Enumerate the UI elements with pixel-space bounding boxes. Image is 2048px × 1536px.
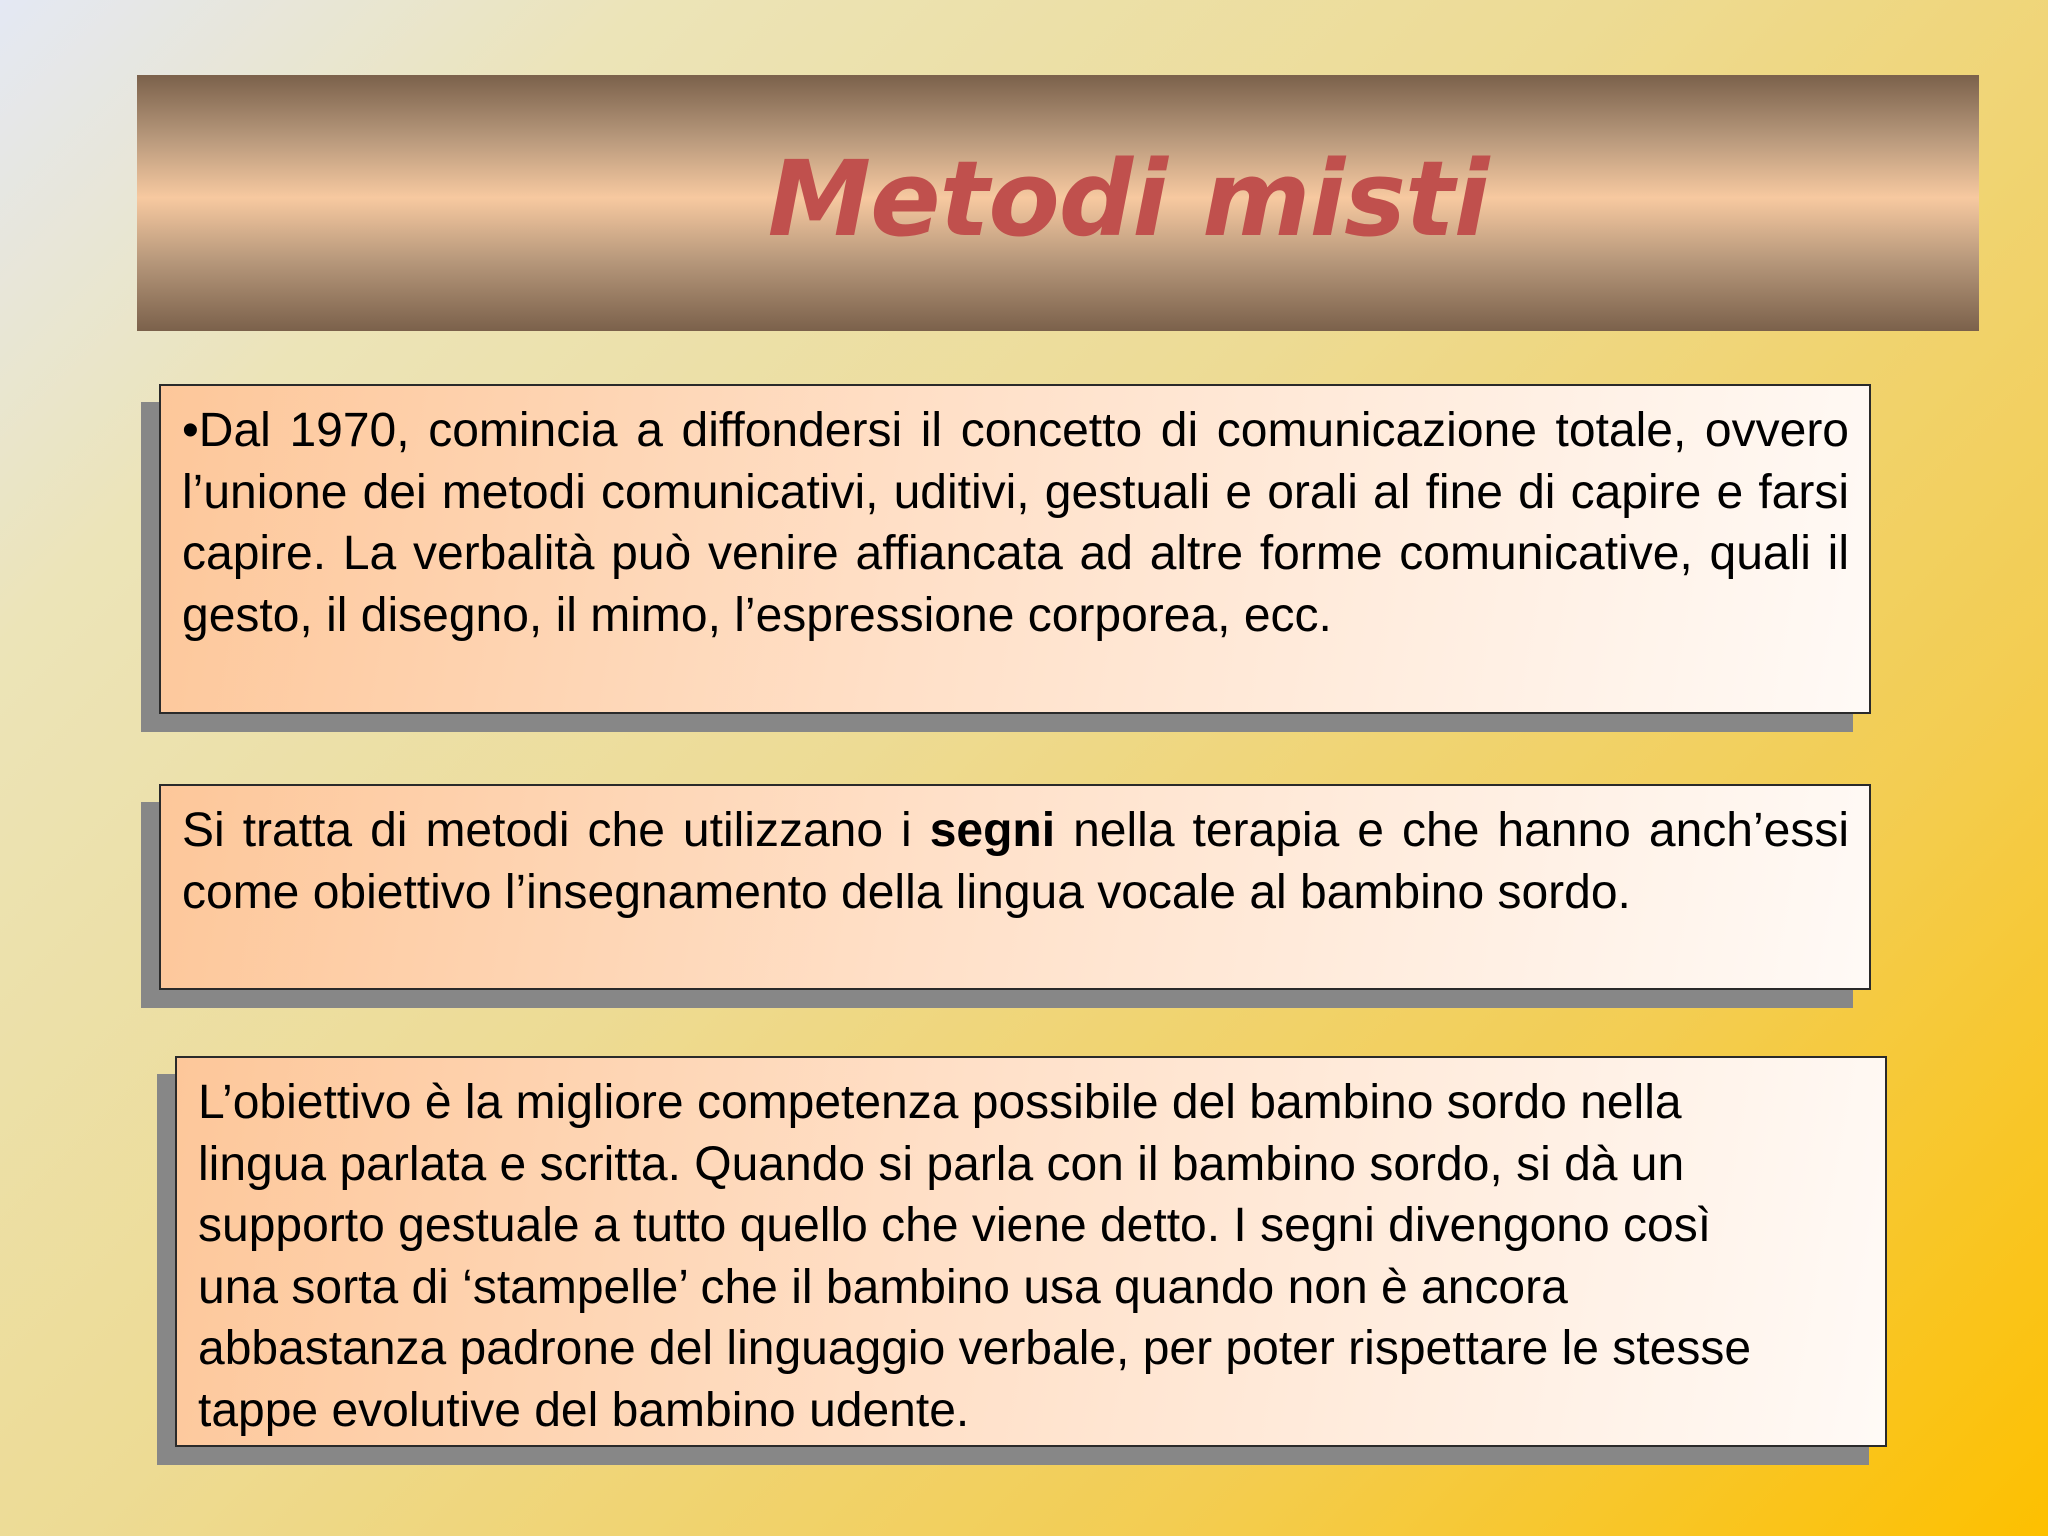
text-line: lingua parlata e scritta. Quando si parla con il bambino sordo, si dà un: [198, 1137, 1685, 1191]
text-segment: nella terapia e che hanno anch’essi come obiettivo l’insegnamento della lingua vocale al bambino sordo.: [182, 804, 1849, 919]
emphasis-segni: segni: [929, 804, 1056, 857]
text-segment: Si tratta di metodi che utilizzano i: [182, 804, 930, 857]
text-box-signs-methods: [159, 784, 1871, 990]
paragraph-signs-methods: [182, 800, 1849, 923]
text-box-total-communication: [159, 384, 1871, 714]
text-box-objective: [175, 1056, 1887, 1447]
slide-title: Metodi misti: [767, 138, 1489, 260]
text-line: L’obiettivo è la migliore competenza possibile del bambino sordo nella: [198, 1076, 1682, 1129]
text-line: una sorta di ‘stampelle’ che il bambino usa quando non è ancora: [198, 1260, 1568, 1314]
text-line: supporto gestuale a tutto quello che viene detto. I segni divengono così: [198, 1199, 1712, 1252]
paragraph-total-communication: •Dal 1970, comincia a diffondersi il concetto di comunicazione totale, ovvero l’unione dei metodi comunicativi, uditivi, gestuali e orali al fine di capire e farsi capire. La verbalità può venire affiancata ad altre forme comunicative, quali il gesto, il disegno, il mimo, l’espressione corporea, ecc.: [182, 404, 1849, 642]
text-line: tappe evolutive del bambino udente.: [198, 1383, 970, 1437]
text-line: abbastanza padrone del linguaggio verbale, per poter rispettare le stesse: [198, 1322, 1752, 1375]
title-banner: [137, 75, 1979, 331]
